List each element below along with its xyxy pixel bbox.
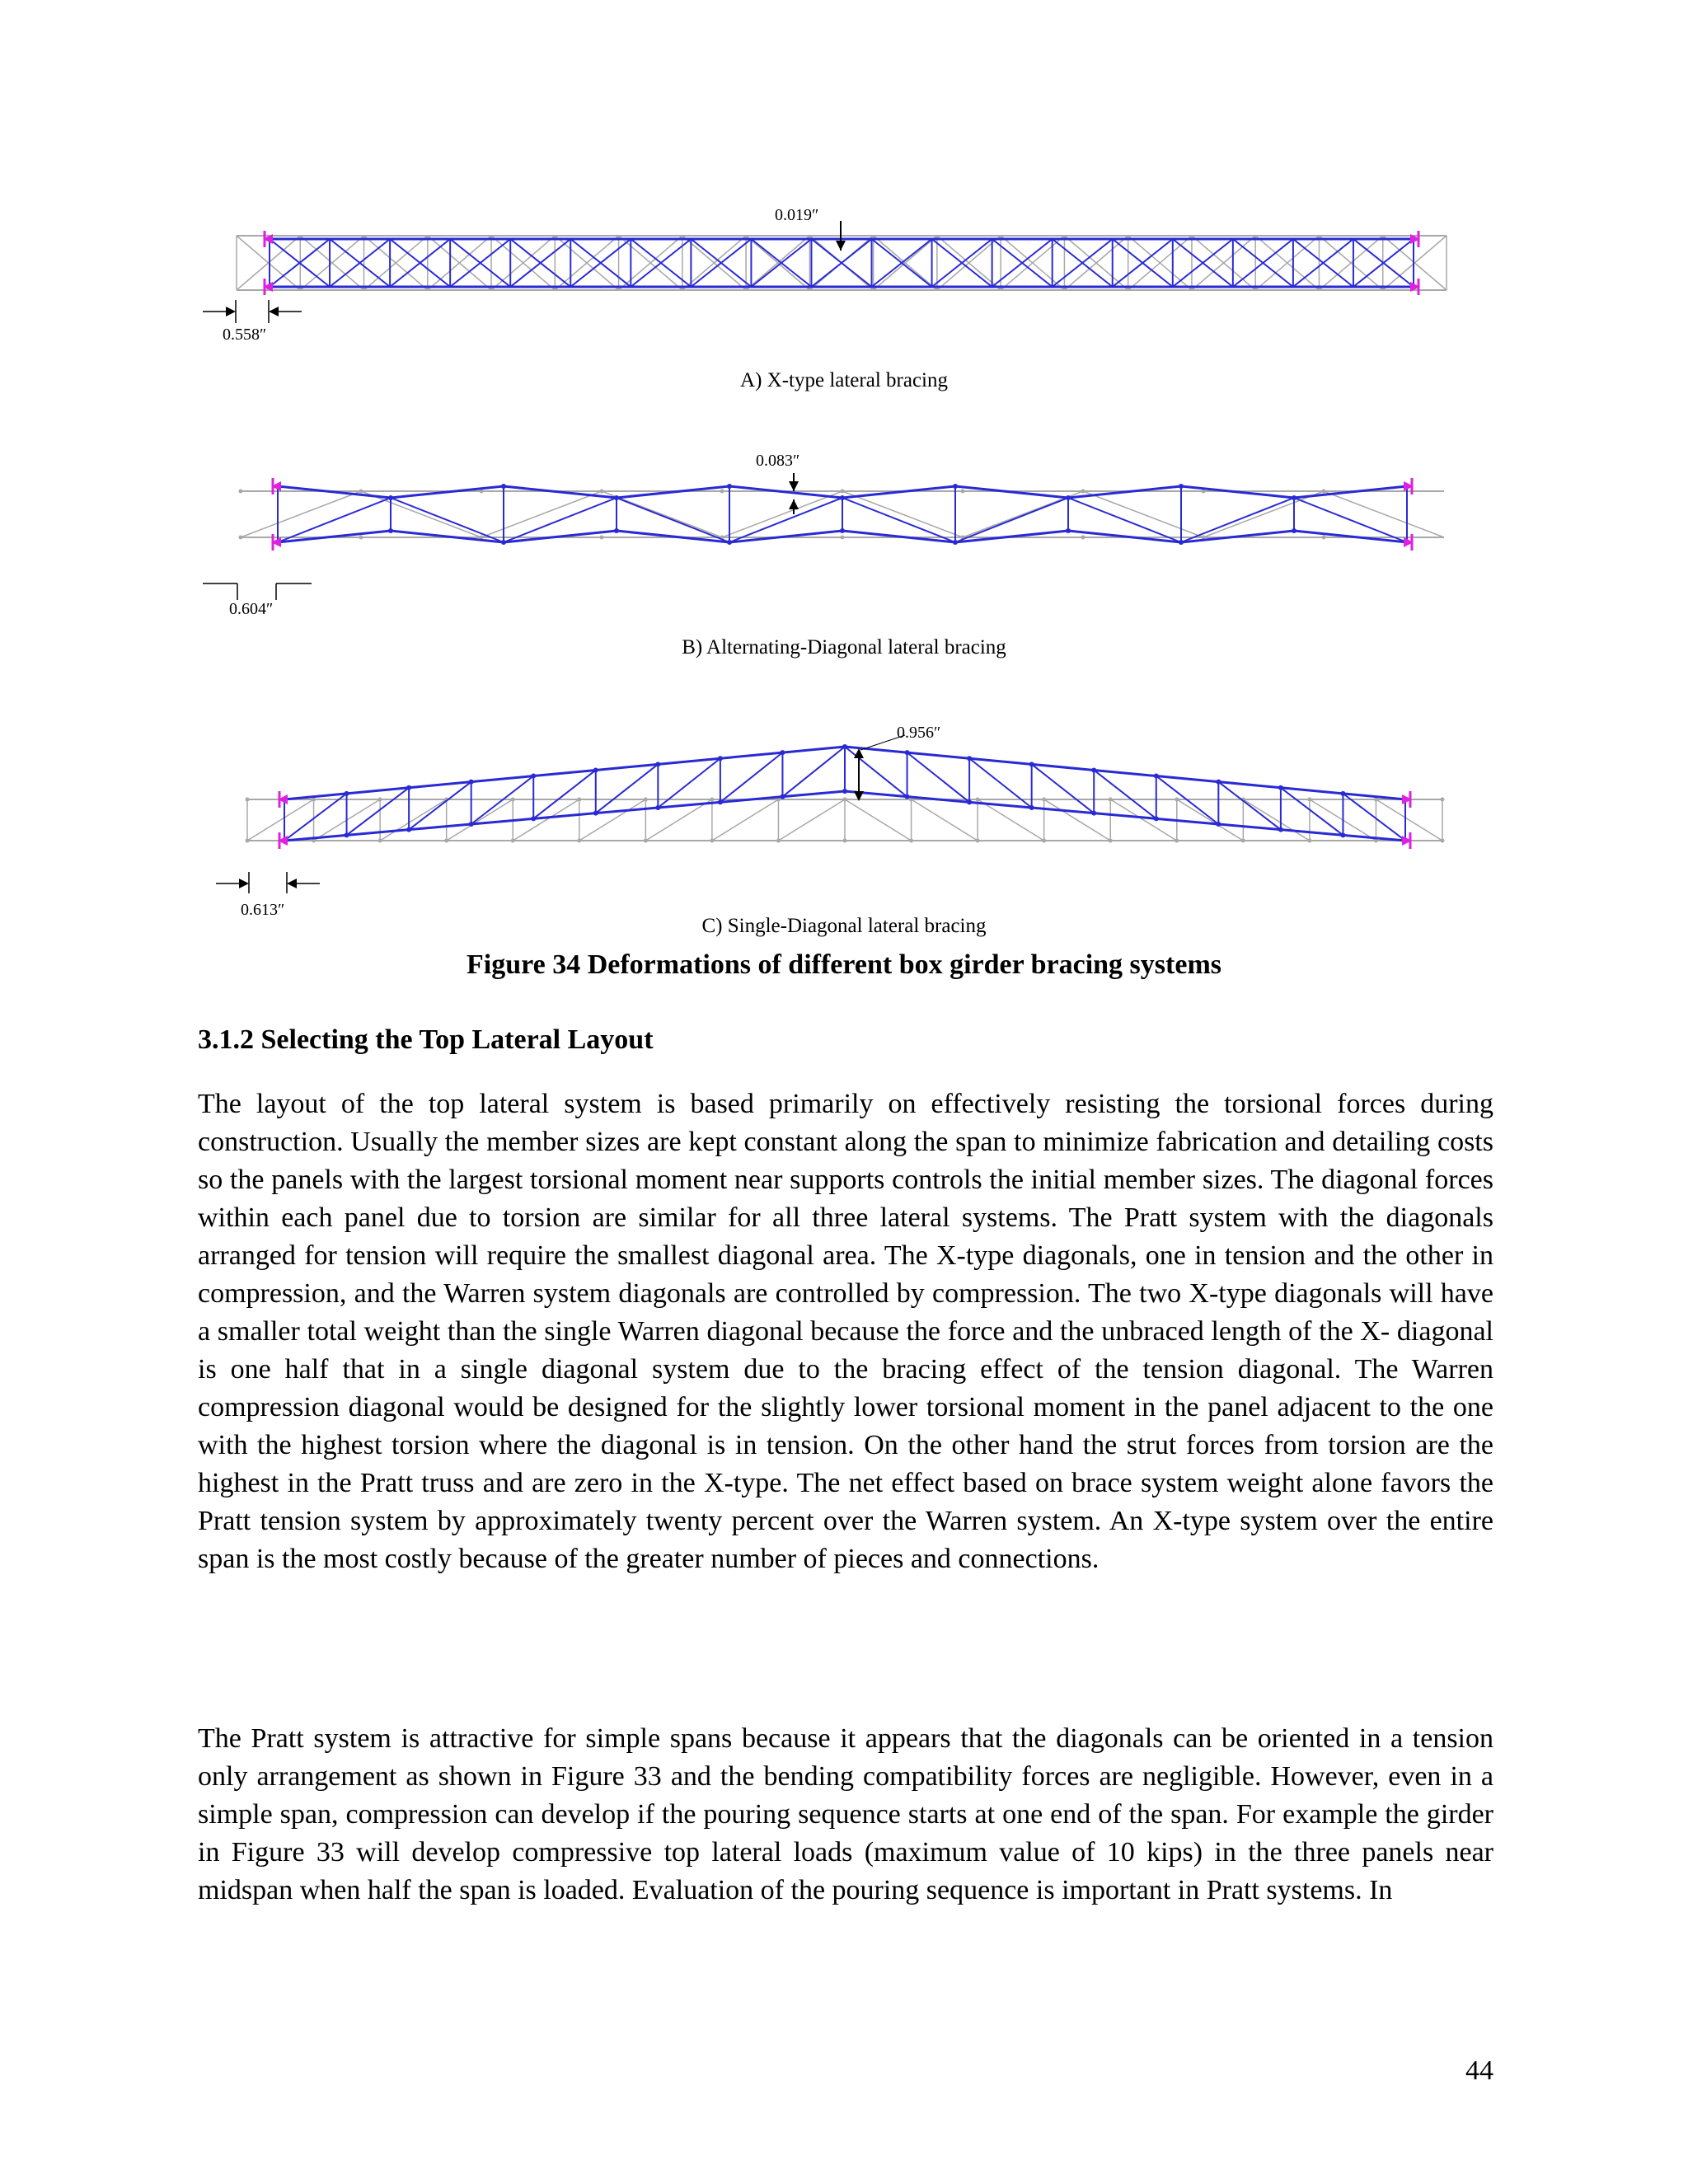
undeformed-node (776, 839, 781, 843)
panel-c-caption: C) Single-Diagonal lateral bracing (701, 915, 987, 937)
deformed-diagonal (284, 794, 347, 841)
undeformed-node (1322, 490, 1326, 494)
undeformed-diagonal (1324, 491, 1444, 537)
undeformed-node (1441, 798, 1445, 802)
deformed-node (345, 832, 349, 837)
figure-caption: Figure 34 Deformations of different box girder bracing systems (467, 949, 1221, 980)
dimension-arrow-icon (287, 879, 297, 888)
deformed-diagonal (907, 752, 970, 802)
deformed-node (614, 495, 619, 500)
deformed-bottom-chord (409, 824, 471, 830)
deformed-bottom-chord (1281, 830, 1343, 836)
deformed-node (345, 791, 349, 796)
undeformed-diagonal (447, 799, 513, 841)
deformed-node (531, 816, 536, 821)
deformed-top-chord (969, 758, 1032, 764)
undeformed-node (1042, 839, 1046, 843)
deformed-top-chord (720, 752, 783, 758)
deformed-node (469, 822, 474, 827)
undeformed-node (577, 798, 581, 802)
panel-b-end-shift-label: 0.604″ (229, 600, 274, 618)
deformed-node (953, 484, 958, 489)
undeformed-node (1307, 798, 1311, 802)
undeformed-node (359, 536, 363, 540)
deformed-bottom-chord (347, 830, 410, 836)
undeformed-diagonal (380, 799, 447, 841)
deformed-top-chord (1032, 764, 1095, 770)
deformed-diagonal (596, 764, 659, 813)
deformed-node (1216, 780, 1221, 785)
deformed-diagonal (409, 782, 471, 830)
deformed-node (780, 794, 785, 799)
deflection-arrow-icon (789, 499, 799, 509)
undeformed-node (720, 490, 724, 494)
deformed-node (1292, 528, 1296, 533)
panel-a-end-shift-label: 0.558″ (223, 326, 267, 344)
deformed-top-chord (1218, 782, 1281, 788)
dimension-arrow-icon (239, 879, 249, 888)
deformed-top-chord (596, 764, 659, 770)
undeformed-node (444, 839, 448, 843)
undeformed-node (644, 839, 648, 843)
deformed-node (1340, 791, 1345, 796)
deformed-node (1154, 774, 1159, 779)
deformed-bottom-chord (782, 791, 845, 797)
deformed-diagonal (1218, 782, 1281, 830)
panel-a-deflection-label: 0.019″ (775, 206, 819, 224)
undeformed-diagonal (842, 491, 963, 537)
deformed-node (388, 495, 393, 500)
undeformed-node (843, 798, 847, 802)
deflection-arrow-icon (789, 481, 799, 491)
deformed-node (501, 484, 506, 489)
deformed-node (406, 827, 411, 832)
undeformed-diagonal (778, 799, 845, 841)
undeformed-node (843, 839, 847, 843)
deformed-top-chord (471, 776, 534, 782)
undeformed-node (841, 536, 845, 540)
deformed-node (967, 799, 972, 804)
undeformed-node (239, 490, 243, 494)
undeformed-node (378, 839, 382, 843)
deformed-bottom-chord (596, 808, 659, 813)
panel-a-caption: A) X-type lateral bracing (740, 369, 948, 391)
undeformed-diagonal (241, 491, 361, 537)
body-paragraph-2: The Pratt system is attractive for simple spans because it appears that the diagonals can be oriented in a tension only arrangement as shown in Figure 33 and the bending compatibility forces are negligible. However, even in a simple span, compression can develop if the pouring sequence starts at one end of the span. For example the girder in Figure 33 will develop compressive top lateral loads (maximum value of 10 kips) in the three panels near midspan when half the span is loaded. Evaluation of the pouring sequence is important in Pratt systems. In (198, 1723, 1493, 1905)
undeformed-node (246, 839, 250, 843)
deformed-node (840, 528, 845, 533)
undeformed-node (1175, 798, 1179, 802)
deformed-node (655, 805, 660, 810)
undeformed-node (1322, 536, 1326, 540)
dimension-arrow-icon (226, 307, 236, 316)
deformed-bottom-chord (1032, 808, 1095, 813)
undeformed-node (644, 798, 648, 802)
deformed-top-chord (1281, 788, 1343, 794)
deformed-node (905, 794, 910, 799)
undeformed-node (841, 490, 845, 494)
deformed-top-chord (533, 770, 596, 776)
deformed-node (718, 756, 723, 761)
deformed-node (1066, 495, 1071, 500)
deformed-node (531, 774, 536, 779)
alternating-diagonal-truss-diagram (0, 462, 1688, 602)
undeformed-diagonal (1243, 799, 1310, 841)
deformed-node (718, 799, 723, 804)
undeformed-node (1081, 536, 1085, 540)
deformed-node (388, 528, 393, 533)
undeformed-node (710, 798, 714, 802)
deformed-node (1179, 484, 1184, 489)
deformed-node (1216, 822, 1221, 827)
deformed-top-chord (1156, 776, 1219, 782)
undeformed-diagonal (1083, 491, 1203, 537)
deformed-node (1154, 816, 1159, 821)
undeformed-node (710, 839, 714, 843)
page-number: 44 (1465, 2055, 1493, 2086)
undeformed-node (1109, 798, 1113, 802)
undeformed-node (511, 839, 515, 843)
undeformed-diagonal (722, 491, 842, 537)
deformed-node (406, 785, 411, 790)
deformed-node (593, 811, 598, 816)
deformed-top-chord (1094, 770, 1156, 776)
deformed-node (593, 767, 598, 772)
deformed-node (1066, 528, 1071, 533)
undeformed-node (600, 490, 604, 494)
deformed-node (1091, 767, 1096, 772)
deflection-arrow-icon (854, 748, 864, 758)
dimension-arrow-icon (269, 307, 279, 316)
deformed-bottom-chord (969, 802, 1032, 808)
deformed-node (501, 540, 506, 545)
deformed-node (1179, 540, 1184, 545)
deformed-top-chord (782, 747, 845, 752)
deformed-diagonal (533, 770, 596, 818)
undeformed-diagonal (845, 799, 912, 841)
deformed-node (905, 750, 910, 755)
panel-b-caption: B) Alternating-Diagonal lateral bracing (682, 636, 1006, 658)
deformed-bottom-chord (845, 791, 907, 797)
deformed-bottom-chord (658, 802, 720, 808)
deformed-node (840, 495, 845, 500)
undeformed-node (1042, 798, 1046, 802)
deformed-diagonal (1032, 764, 1095, 813)
undeformed-node (1109, 839, 1113, 843)
deformed-node (842, 744, 847, 749)
deformed-node (967, 756, 972, 761)
deformed-node (1340, 832, 1345, 837)
figure-panel-b (0, 462, 1688, 602)
undeformed-node (1241, 839, 1245, 843)
undeformed-diagonal (912, 799, 978, 841)
undeformed-node (511, 798, 515, 802)
undeformed-diagonal (361, 491, 481, 537)
undeformed-diagonal (481, 491, 602, 537)
deformed-node (842, 789, 847, 794)
deformed-node (1278, 827, 1283, 832)
deformed-node (727, 484, 732, 489)
undeformed-diagonal (1044, 799, 1111, 841)
deformed-node (780, 750, 785, 755)
deformed-node (655, 762, 660, 766)
panel-b-deflection-label: 0.083″ (756, 452, 800, 470)
section-heading: 3.1.2 Selecting the Top Lateral Layout (198, 1024, 654, 1055)
deformed-node (727, 540, 732, 545)
deformed-bottom-chord (1094, 813, 1156, 819)
undeformed-diagonal (579, 799, 646, 841)
panel-c-deflection-label: 0.956″ (897, 724, 941, 742)
deformed-bottom-chord (1218, 824, 1281, 830)
deformed-node (1091, 811, 1096, 816)
deformed-diagonal (720, 752, 783, 802)
undeformed-node (976, 839, 980, 843)
deformed-node (469, 780, 474, 785)
deformed-node (1278, 785, 1283, 790)
deformed-diagonal (1343, 794, 1405, 841)
panel-c-end-shift-label: 0.613″ (241, 901, 285, 919)
deformed-top-chord (658, 758, 720, 764)
undeformed-node (1441, 839, 1445, 843)
deformed-diagonal (845, 747, 907, 797)
single-diagonal-truss-diagram (0, 717, 1688, 907)
deformed-node (1029, 805, 1034, 810)
deformed-diagonal (1094, 770, 1156, 818)
undeformed-node (239, 536, 243, 540)
undeformed-node (246, 798, 250, 802)
undeformed-diagonal (1203, 491, 1324, 537)
deflection-arrow-icon (836, 241, 846, 251)
deformed-bottom-chord (533, 813, 596, 819)
undeformed-node (909, 839, 913, 843)
undeformed-node (378, 798, 382, 802)
undeformed-node (577, 839, 581, 843)
undeformed-node (1307, 839, 1311, 843)
deformed-top-chord (845, 747, 907, 752)
undeformed-node (1081, 490, 1085, 494)
undeformed-diagonal (712, 799, 779, 841)
undeformed-node (976, 798, 980, 802)
deformed-node (1292, 495, 1296, 500)
undeformed-diagonal (1177, 799, 1244, 841)
undeformed-node (961, 490, 965, 494)
undeformed-node (359, 490, 363, 494)
deformed-node (614, 528, 619, 533)
deformed-top-chord (409, 782, 471, 788)
undeformed-node (600, 536, 604, 540)
deformed-node (1029, 762, 1034, 766)
deformed-top-chord (907, 752, 970, 758)
body-paragraph-1: The layout of the top lateral system is based primarily on effectively resisting the torsional forces during construction. Usually the member sizes are kept constant along the span to minimize fabrication and detailing costs so the panels with the largest torsional moment near supports controls the initial member sizes. The diagonal forces within each panel due to torsion are similar for all three lateral systems. The Pratt system with the diagonals arranged for tension will require the smallest diagonal area. The X-type diagonals, one in tension and the other in compression, and the Warren system diagonals are controlled by compression. The two X-type diagonals will have a smaller total weight than the single Warren diagonal because the force and the unbraced length of the X- diagonal is one half that in a single diagonal system due to the bracing effect of the tension diagonal. The Warren compression diagonal would be designed for the slightly lower torsional moment in the panel adjacent to the one with the highest torsion where the diagonal is in tension. On the other hand the strut forces from torsion are the highest in the Pratt truss and are zero in the X-type. The net effect based on brace system weight alone favors the Pratt tension system by approximately twenty percent over the Warren system. An X-type system over the entire span is the most costly because of the greater number of pieces and connections. (198, 1089, 1493, 1574)
deformed-diagonal (782, 747, 845, 797)
undeformed-node (1175, 839, 1179, 843)
figure-panel-c (0, 717, 1688, 907)
deformed-node (953, 540, 958, 545)
deformed-top-chord (347, 788, 410, 794)
